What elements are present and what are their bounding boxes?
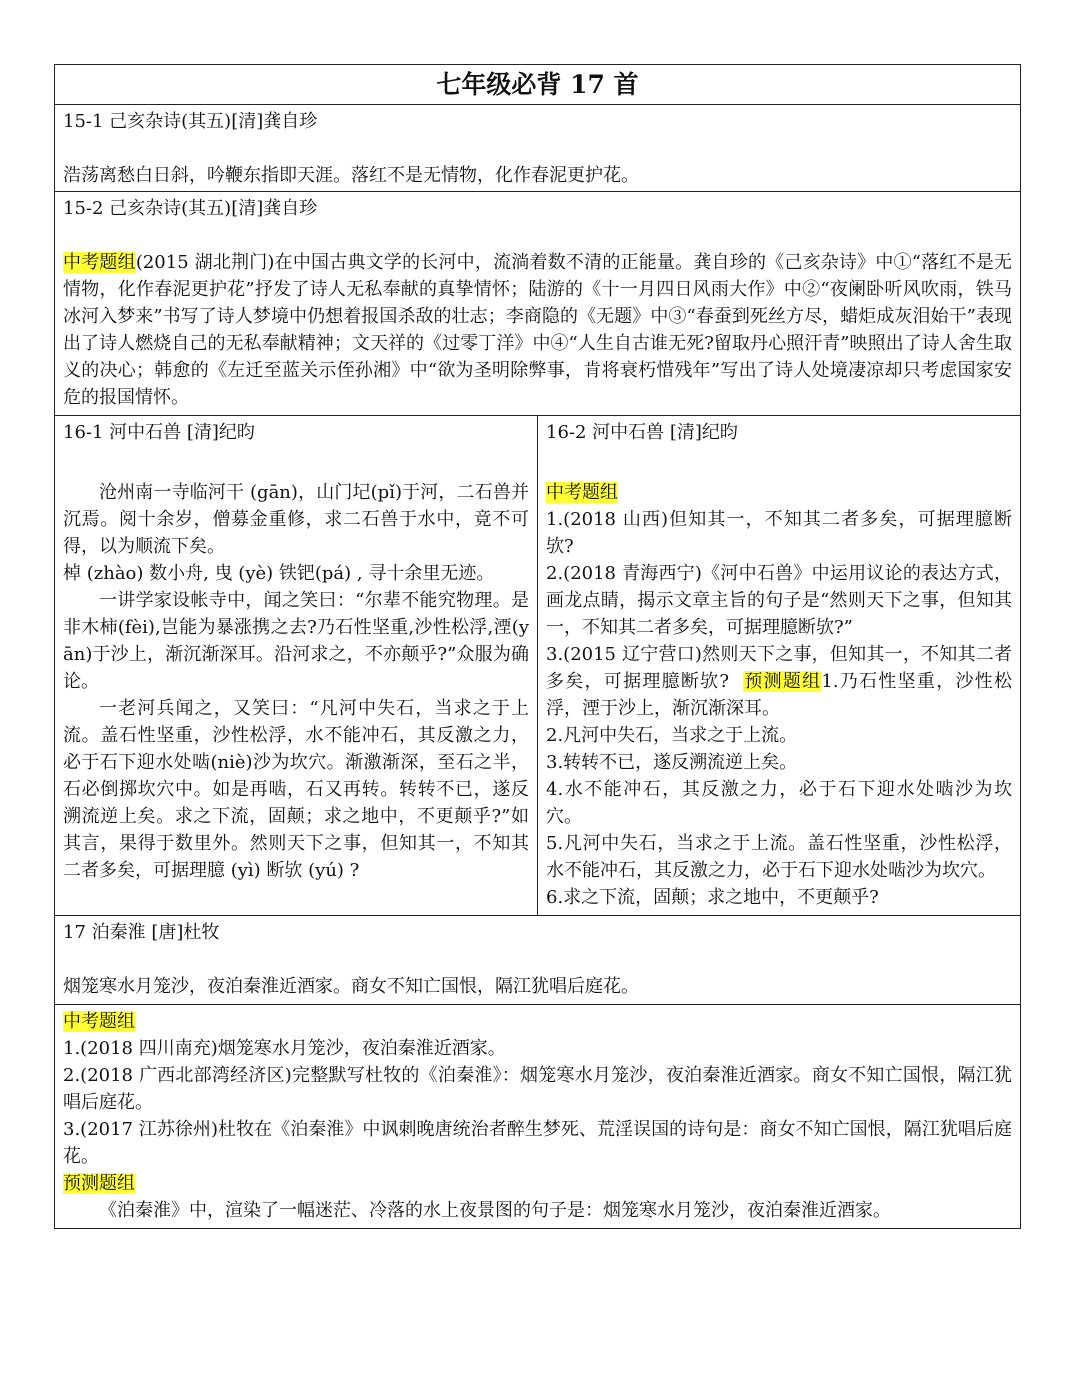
section-17 [55, 916, 1021, 1005]
exam-group-tag: 中考题组 [63, 1011, 135, 1032]
prediction-item-5: 5.凡河中失石，当求之于上流。盖石性坚重，沙性松浮，水不能冲石，其反激之力，必于石下迎水处啮沙为坎穴。 [546, 833, 1013, 881]
section-16-1-heading: 16-1 河中石兽 [清]纪昀 [63, 422, 255, 443]
prediction-item-1: 《泊秦淮》中，渲染了一幅迷茫、冷落的水上夜景图的句子是：烟笼寒水月笼沙，夜泊秦淮近酒家。 [99, 1200, 891, 1221]
document-sheet [54, 64, 1020, 1229]
section-15-2-heading: 15-2 己亥杂诗(其五)[清]龚自珍 [63, 198, 318, 219]
section-17-cell [55, 916, 1021, 1005]
prediction-item-4: 4.水不能冲石，其反激之力，必于石下迎水处啮沙为坎穴。 [546, 779, 1013, 827]
exam-question-3: 3.(2017 江苏徐州)杜牧在《泊秦淮》中讽刺晚唐统治者醉生梦死、荒淫误国的诗句是：商女不知亡国恨，隔江犹唱后庭花。 [63, 1119, 1013, 1167]
poem-table [54, 64, 1021, 1229]
exam-question-3: 3.(2015 辽宁营口)然则天下之事，但知其一，不知其二者多矣，可据理臆断欤? 预测题组1.乃石性坚重，沙性松浮，湮于沙上，渐沉渐深耳。 [546, 644, 1013, 719]
section-17-heading: 17 泊秦淮 [唐]杜牧 [63, 922, 220, 943]
section-16-1-cell [55, 416, 538, 916]
exam-group-tag: 中考题组 [63, 252, 136, 273]
prediction-group-tag: 预测题组 [63, 1173, 135, 1194]
section-17-poem: 烟笼寒水月笼沙，夜泊秦淮近酒家。商女不知亡国恨，隔江犹唱后庭花。 [63, 976, 639, 997]
section-15-2 [55, 192, 1021, 416]
exam-question-2: 2.(2018 青海西宁)《河中石兽》中运用议论的表达方式，画龙点睛，揭示文章主旨的句子是“然则天下之事，但知其一，不知其二者多矣，可据理臆断欤?” [546, 563, 1013, 638]
section-16-2-heading: 16-2 河中石兽 [清]纪昀 [546, 422, 738, 443]
prediction-item-3: 3.转转不已，遂反溯流逆上矣。 [546, 752, 798, 773]
section-16-1-para-3: 一讲学家设帐寺中，闻之笑曰：“尔辈不能究物理。是非木柿(fèi),岂能为暴涨携之去?乃石性坚重,沙性松浮,湮(yān)于沙上，渐沉渐深耳。沿河求之，不亦颠乎?”众服为确论。 [63, 590, 529, 692]
section-16 [55, 416, 1021, 916]
section-17-questions-cell [55, 1005, 1021, 1229]
exam-question-1: 1.(2018 四川南充)烟笼寒水月笼沙，夜泊秦淮近酒家。 [63, 1038, 506, 1059]
prediction-group-tag: 预测题组 [743, 671, 822, 692]
exam-group-tag: 中考题组 [546, 482, 618, 503]
page-title: 七年级必背 17 首 [55, 65, 1021, 105]
section-16-1-para-1: 沧州南一寺临河干 (gān)，山门圮(pǐ)于河，二石兽并沉焉。阅十余岁，僧募金重修，求二石兽于水中，竟不可得，以为顺流下矣。 [63, 482, 529, 557]
section-16-1-para-4: 一老河兵闻之，又笑曰：“凡河中失石，当求之于上流。盖石性坚重，沙性松浮，水不能冲石，其反激之力，必于石下迎水处啮(niè)沙为坎穴。渐激渐深，至石之半，石必倒掷坎穴中。如是再啮，石又再转。转转不已，遂反溯流逆上矣。求之下流，固颠；求之地中，不更颠乎?”如其言，果得于数里外。然则天下之事，但知其一，不知其二者多矣，可据理臆 (yì) 断欤 (yú) ? [63, 698, 529, 881]
section-15-2-cell [55, 192, 1021, 416]
exam-question-1: 1.(2018 山西)但知其一，不知其二者多矣，可据理臆断欤? [546, 509, 1013, 557]
prediction-item-6: 6.求之下流，固颠；求之地中，不更颠乎? [546, 887, 879, 908]
prediction-item-1: 1.乃石性坚重，沙性松浮，湮于沙上，渐沉渐深耳。 [546, 671, 1013, 719]
section-16-2-cell [538, 416, 1021, 916]
prediction-item-2: 2.凡河中失石，当求之于上流。 [546, 725, 798, 746]
exam-question-2: 2.(2018 广西北部湾经济区)完整默写杜牧的《泊秦淮》：烟笼寒水月笼沙，夜泊秦淮近酒家。商女不知亡国恨，隔江犹唱后庭花。 [63, 1065, 1013, 1113]
section-15-1-heading: 15-1 己亥杂诗(其五)[清]龚自珍 [63, 111, 318, 132]
section-15-1 [55, 105, 1021, 192]
title-row [55, 65, 1021, 105]
section-15-1-cell [55, 105, 1021, 192]
section-15-2-text: (2015 湖北荆门)在中国古典文学的长河中，流淌着数不清的正能量。龚自珍的《己亥杂诗》中①“落红不是无情物，化作春泥更护花”抒发了诗人无私奉献的真挚情怀；陆游的《十一月四日风雨大作》中②“夜阑卧听风吹雨，铁马冰河入梦来”书写了诗人梦境中仍想着报国杀敌的壮志；李商隐的《无题》中③“春蚕到死丝方尽，蜡炬成灰泪始干”表现出了诗人燃烧自己的无私奉献精神；文天祥的《过零丁洋》中④“人生自古谁无死?留取丹心照汗青”映照出了诗人舍生取义的决心；韩愈的《左迁至蓝关示侄孙湘》中“欲为圣明除弊事，肯将衰朽惜残年”写出了诗人处境凄凉却只考虑国家安危的报国情怀。 [63, 252, 1013, 408]
section-15-1-poem: 浩荡离愁白日斜，吟鞭东指即天涯。落红不是无情物，化作春泥更护花。 [63, 165, 639, 186]
section-17-questions [55, 1005, 1021, 1229]
section-16-1-para-2: 棹 (zhào) 数小舟, 曳 (yè) 铁钯(pá) , 寻十余里无迹。 [63, 563, 495, 584]
section-15-2-paragraph [63, 249, 1012, 411]
